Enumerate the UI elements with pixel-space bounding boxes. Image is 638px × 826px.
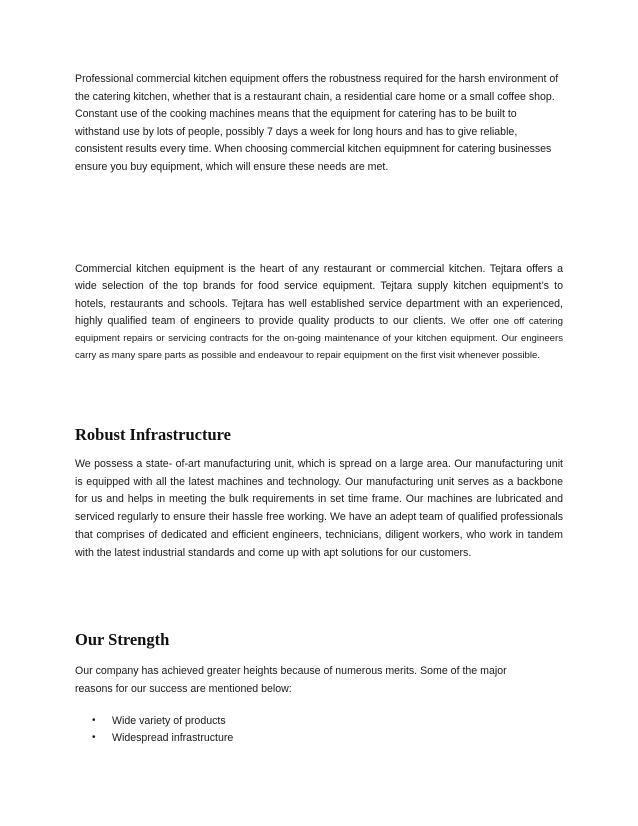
strength-paragraph: Our company has achieved greater heights because of numerous merits. Some of the major reasons for our success are mentioned below: (75, 665, 507, 695)
about-paragraph (75, 261, 563, 365)
section-heading-strength: Our Strength (75, 630, 170, 649)
bullet-icon: • (92, 731, 96, 743)
about-paragraph-small: We offer one off catering equipment repairs or servicing contracts for the on-going maintenance of your kitchen equipment. Our engineers carry as many spare parts as possible and endeavour to repair equipment on the first visit whenever possible. (75, 315, 563, 362)
list-item (75, 730, 233, 747)
list-item (75, 713, 233, 730)
bullet-icon: • (92, 715, 96, 726)
strength-bullet-list (75, 713, 233, 746)
section-heading-infrastructure: Robust Infrastructure (75, 425, 231, 444)
infrastructure-paragraph: We possess a state- of-art manufacturing unit, which is spread on a large area. Our manufacturing unit is equipped with all the latest machines and technology. Our manufacturing unit serves as a backbone for us and helps in meeting the bulk requirements in set time frame. Our machines are lubricated and serviced regularly to ensure their hassle free working. We have an adept team of qualified professionals that comprises of dedicated and efficient engineers, technicians, diligent workers, who work in tandem with the latest industrial standards and come up with apt solutions for our customers. (75, 458, 563, 559)
about-paragraph-main: Commercial kitchen equipment is the heart of any restaurant or commercial kitchen. Tejtara offers a wide selection of the top brands for food service equipment. Tejtara supply kitchen equipment’s to hotels, restaurants and schools. Tejtara has well established service department with an experienced, highly qualified team of engineers to provide quality products to our clients. (75, 263, 563, 327)
list-item-text: Wide variety of products (112, 715, 226, 727)
list-item-text: Widespread infrastructure (112, 731, 234, 744)
intro-paragraph: Professional commercial kitchen equipment offers the robustness required for the harsh environment of the catering kitchen, whether that is a restaurant chain, a residential care home or a small coffee shop. Constant use of the cooking machines means that the equipment for catering has to be built to withstand use by lots of people, possibly 7 days a week for long hours and has to give reliable, consistent results every time. When choosing commercial kitchen equipmnent for catering businesses ensure you buy equipment, which will ensure these needs are met. (75, 73, 559, 173)
